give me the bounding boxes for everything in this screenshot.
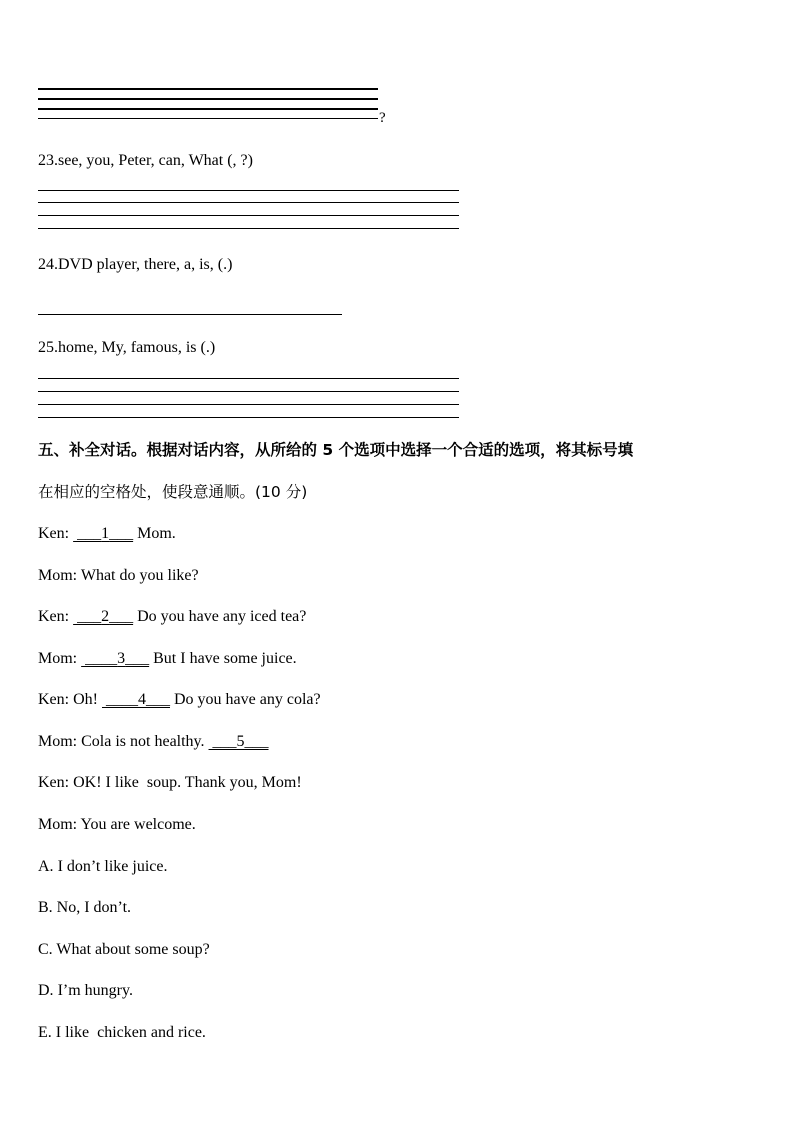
answer-line[interactable] <box>38 417 459 418</box>
speaker: Mom: <box>38 567 78 584</box>
q24-prompt <box>38 255 232 275</box>
dialogue-text: But I have some juice. <box>153 650 297 667</box>
answer-line[interactable] <box>38 391 459 392</box>
option-d <box>38 981 133 1001</box>
dialogue-line <box>38 607 306 627</box>
dialogue-text: Do you have any iced tea? <box>137 608 307 625</box>
speaker: Ken: <box>38 691 70 708</box>
option-e <box>38 1023 206 1043</box>
dialogue-text: Oh! <box>73 691 98 708</box>
q25-prompt <box>38 338 215 358</box>
answer-line <box>38 118 378 119</box>
answer-line[interactable] <box>38 228 459 229</box>
q24-number: 24. <box>38 256 58 273</box>
option-letter: A. <box>38 858 54 875</box>
dialogue-line <box>38 773 302 793</box>
dialogue-text: Mom. <box>137 525 176 542</box>
q23-words: see, you, Peter, can, What (, ?) <box>58 152 253 169</box>
option-text: I don’t like juice. <box>57 858 168 875</box>
speaker: Ken: <box>38 774 70 791</box>
speaker: Mom: <box>38 733 78 750</box>
dialogue-line <box>38 690 321 710</box>
answer-blank-1[interactable]: ___1___ <box>73 525 134 542</box>
q23-prompt <box>38 151 253 171</box>
q24-words: DVD player, there, a, is, (.) <box>58 256 233 273</box>
section-5-title-line-2: 在相应的空格处，使段意通顺。(10 分) <box>38 483 308 501</box>
answer-line[interactable] <box>38 215 459 216</box>
dialogue-text: Cola is not healthy. <box>81 733 205 750</box>
dialogue-line <box>38 566 199 586</box>
answer-line <box>38 108 378 110</box>
option-text: I’m hungry. <box>57 982 133 999</box>
option-text: I like chicken and rice. <box>55 1024 206 1041</box>
dialogue-line <box>38 732 269 752</box>
answer-blank-5[interactable]: ___5___ <box>208 733 269 750</box>
dialogue-line <box>38 815 196 835</box>
option-text: No, I don’t. <box>56 899 132 916</box>
answer-blank-2[interactable]: ___2___ <box>73 608 134 625</box>
dialogue-text: You are welcome. <box>80 816 196 833</box>
answer-line[interactable] <box>38 404 459 405</box>
option-letter: C. <box>38 941 53 958</box>
answer-line[interactable] <box>38 190 459 191</box>
option-letter: D. <box>38 982 54 999</box>
section-5-title-line-1: 五、补全对话。根据对话内容，从所给的 5 个选项中选择一个合适的选项，将其标号填 <box>38 441 634 459</box>
option-letter: E. <box>38 1024 52 1041</box>
q25-number: 25. <box>38 339 58 356</box>
option-c <box>38 940 210 960</box>
answer-line[interactable] <box>38 378 459 379</box>
dialogue-text: OK! I like soup. Thank you, Mom! <box>73 774 302 791</box>
speaker: Ken: <box>38 608 70 625</box>
option-b <box>38 898 131 918</box>
dialogue-text: Do you have any cola? <box>174 691 321 708</box>
answer-line <box>38 88 378 90</box>
speaker: Mom: <box>38 816 78 833</box>
q25-words: home, My, famous, is (.) <box>58 339 216 356</box>
q23-number: 23. <box>38 152 58 169</box>
q24-answer-line[interactable] <box>38 314 342 315</box>
answer-line[interactable] <box>38 202 459 203</box>
answer-line <box>38 98 378 100</box>
option-a <box>38 857 167 877</box>
dialogue-line <box>38 649 297 669</box>
speaker: Ken: <box>38 525 70 542</box>
option-letter: B. <box>38 899 53 916</box>
option-text: What about some soup? <box>56 941 210 958</box>
speaker: Mom: <box>38 650 78 667</box>
q22-question-mark: ? <box>379 110 386 126</box>
answer-blank-3[interactable]: ____3___ <box>81 650 150 667</box>
dialogue-line <box>38 524 176 544</box>
dialogue-text: What do you like? <box>80 567 199 584</box>
answer-blank-4[interactable]: ____4___ <box>102 691 170 708</box>
